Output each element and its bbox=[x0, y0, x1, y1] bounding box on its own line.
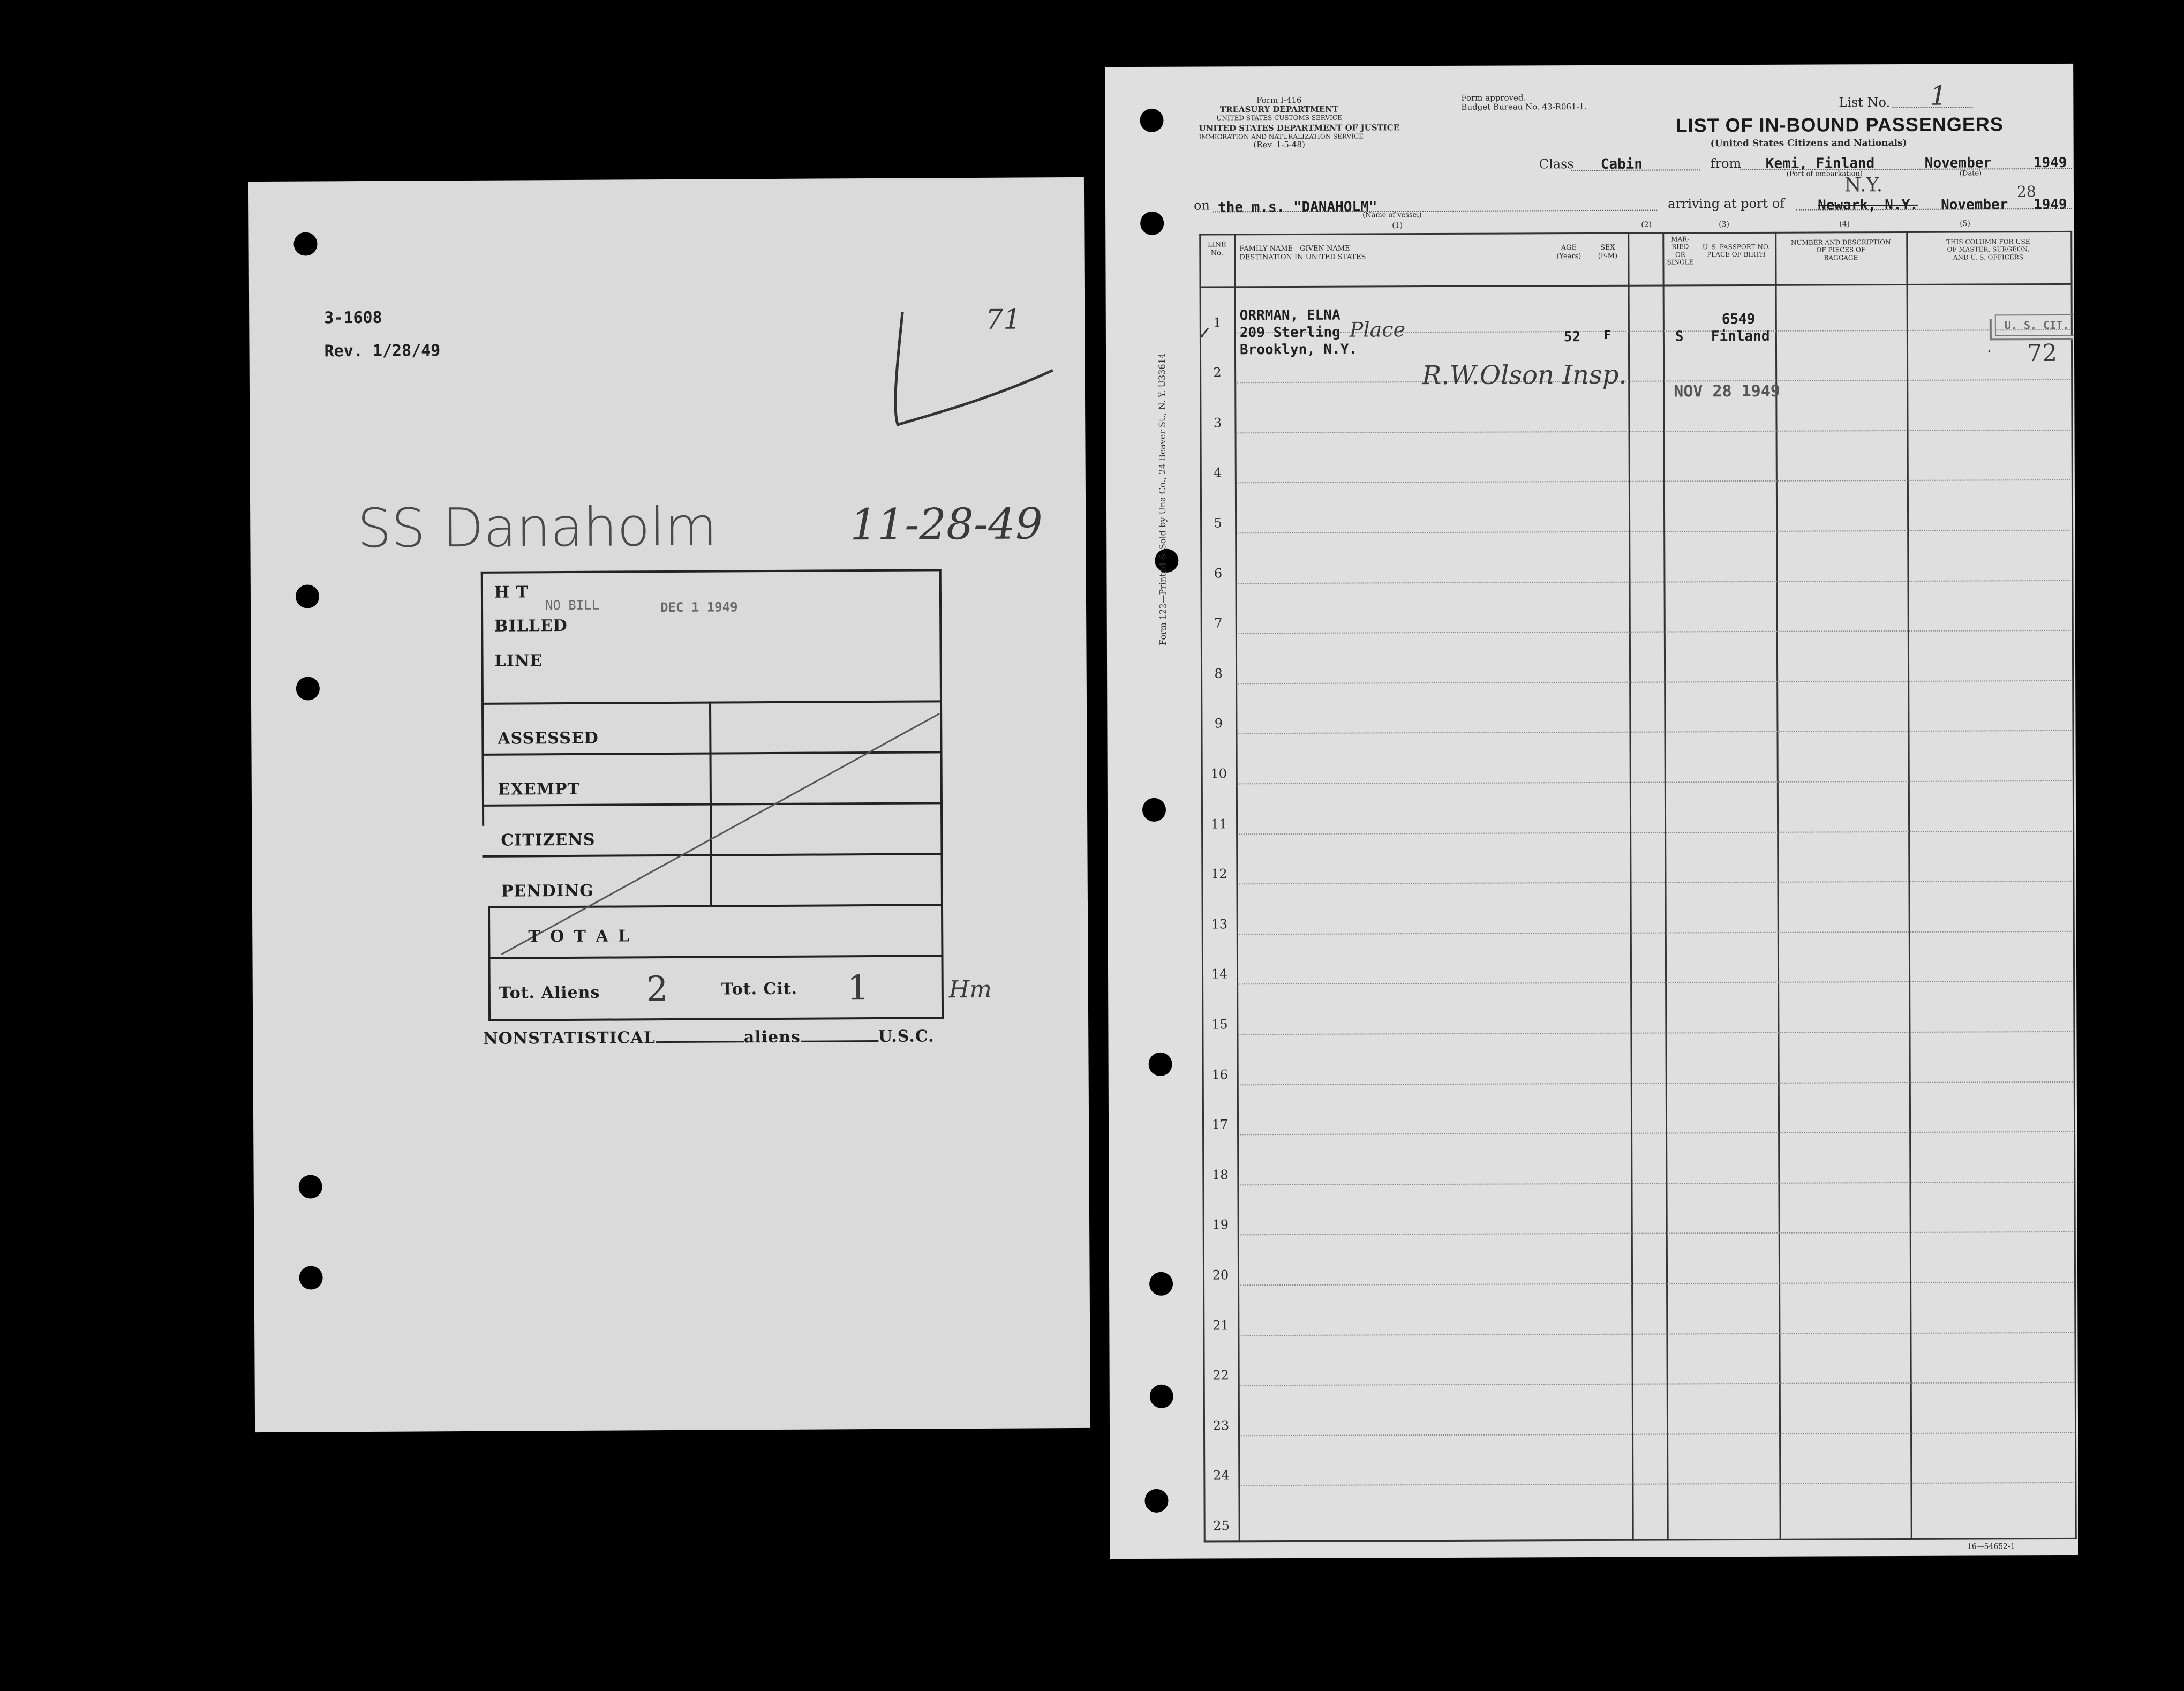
row-number: 11 bbox=[1210, 816, 1227, 832]
punch-hole bbox=[1149, 1053, 1172, 1076]
tot-aliens-label: Tot. Aliens bbox=[499, 983, 600, 1003]
passenger-age: 52 bbox=[1563, 329, 1581, 345]
tally-sheet bbox=[248, 177, 1090, 1432]
tot-aliens-value: 2 bbox=[646, 969, 668, 1010]
arrival-year: 1949 bbox=[2034, 196, 2067, 213]
col-passport: U. S. PASSPORT NO. PLACE OF BIRTH bbox=[1702, 243, 1770, 259]
row-rule bbox=[1238, 530, 2070, 533]
footer-code: 16—54652-1 bbox=[1967, 1542, 2015, 1551]
row-rule bbox=[1240, 1332, 2073, 1335]
row-rule bbox=[1239, 1031, 2072, 1035]
row-rule bbox=[1238, 479, 2070, 483]
row-rule bbox=[1238, 630, 2071, 634]
manifest-sheet bbox=[1105, 64, 2078, 1559]
row-rule bbox=[1237, 379, 2070, 383]
nonstatistical-line bbox=[483, 1027, 934, 1048]
passport-number: 6549 bbox=[1721, 311, 1756, 328]
row-rule bbox=[1240, 1081, 2073, 1085]
passenger-address-handwritten: Place bbox=[1349, 318, 1406, 342]
punch-hole bbox=[1144, 1489, 1168, 1513]
arrival-day-correction: 28 bbox=[2016, 183, 2036, 201]
from-date: November bbox=[1924, 155, 1992, 171]
row-number: 12 bbox=[1211, 866, 1227, 882]
col-number-5: (5) bbox=[1960, 219, 1971, 228]
passenger-sex: F bbox=[1603, 328, 1611, 342]
received-date-stamp: DEC 1 1949 bbox=[660, 599, 738, 615]
tot-cit-label: Tot. Cit. bbox=[721, 979, 798, 999]
arriving-label: arriving at port of bbox=[1667, 196, 1785, 212]
col-number-3: (3) bbox=[1719, 220, 1730, 229]
passenger-marital: S bbox=[1675, 328, 1684, 345]
punch-hole bbox=[299, 1175, 322, 1198]
from-label: from bbox=[1710, 156, 1742, 171]
officer-mark: 72 bbox=[2027, 339, 2058, 367]
col-officers: THIS COLUMN FOR USE OF MASTER, SURGEON, AND U. S. OFFICERS bbox=[1946, 238, 2030, 261]
form-approval: Form approved. Budget Bureau No. 43-R061-1. bbox=[1461, 93, 1587, 112]
row-number: 13 bbox=[1211, 916, 1228, 932]
row-number: 6 bbox=[1214, 565, 1223, 581]
row-rule bbox=[1239, 981, 2072, 984]
row-rule bbox=[1241, 1482, 2074, 1486]
arrival-port: Newark, N.Y. bbox=[1818, 197, 1918, 214]
from-value: Kemi, Finland bbox=[1765, 155, 1875, 172]
arrival-port-correction: N.Y. bbox=[1844, 174, 1883, 197]
header-departments: Form I-416 TREASURY DEPARTMENT UNITED STATES CUSTOMS SERVICE UNITED STATES DEPARTMENT OF JUSTICE IMMIGRATION AND NATURALIZATION SERVICE (Rev. 1-5-48) bbox=[1199, 95, 1400, 150]
birthplace: Finland bbox=[1711, 328, 1770, 345]
row-number: 20 bbox=[1212, 1267, 1229, 1283]
punch-hole bbox=[296, 584, 319, 608]
row-number: 7 bbox=[1214, 615, 1223, 631]
punch-hole bbox=[1150, 1385, 1173, 1408]
row-number: 19 bbox=[1212, 1217, 1229, 1232]
row-number: 1 bbox=[1213, 315, 1222, 330]
vessel-value: the m.s. "DANAHOLM" bbox=[1218, 199, 1377, 216]
punch-hole bbox=[293, 232, 317, 255]
officer-mark-dot: · bbox=[1986, 342, 1992, 360]
row-rule bbox=[1238, 730, 2071, 734]
row-rule bbox=[1239, 780, 2072, 784]
class-value: Cabin bbox=[1600, 156, 1643, 172]
top-right-mark: 71 bbox=[985, 303, 1021, 336]
from-year: 1949 bbox=[2033, 154, 2067, 171]
row-number: 3 bbox=[1213, 415, 1222, 431]
manifest-subtitle: (United States Citizens and Nationals) bbox=[1710, 137, 1907, 149]
passenger-name: ORRMAN, ELNA bbox=[1239, 307, 1340, 324]
row-number: 25 bbox=[1213, 1518, 1230, 1534]
col-number-1: (1) bbox=[1392, 221, 1403, 230]
row-rule bbox=[1238, 680, 2071, 684]
row-rule bbox=[1241, 1432, 2074, 1436]
punch-hole bbox=[1142, 798, 1166, 822]
line-label: LINE bbox=[494, 651, 543, 671]
us-citizen-stamp: U. S. CIT. bbox=[1995, 314, 2078, 336]
row-number: 18 bbox=[1212, 1167, 1229, 1183]
row-rule bbox=[1238, 580, 2071, 583]
revision-date: Rev. 1/28/49 bbox=[324, 341, 441, 361]
arrival-date: November bbox=[1941, 197, 2008, 213]
summary-box bbox=[481, 569, 944, 1021]
no-bill-stamp: NO BILL bbox=[545, 597, 600, 613]
row-number: 15 bbox=[1211, 1017, 1228, 1032]
row-number: 10 bbox=[1210, 766, 1227, 781]
inspection-date-stamp: NOV 28 1949 bbox=[1674, 381, 1781, 401]
col-number-4: (4) bbox=[1839, 220, 1850, 229]
manifest-title: LIST OF IN-BOUND PASSENGERS bbox=[1675, 113, 2004, 137]
exempt-label: EXEMPT bbox=[498, 779, 581, 799]
row-rule bbox=[1239, 830, 2072, 834]
row-rule bbox=[1239, 881, 2072, 884]
punch-hole bbox=[1149, 1272, 1173, 1296]
col-name: FAMILY NAME—GIVEN NAME DESTINATION IN UNITED STATES bbox=[1239, 244, 1366, 261]
class-label: Class bbox=[1539, 156, 1574, 172]
pending-label: PENDING bbox=[501, 881, 594, 901]
punch-hole bbox=[296, 677, 320, 700]
inspector-signature: R.W.Olson Insp. bbox=[1422, 359, 1627, 391]
assessed-label: ASSESSED bbox=[498, 728, 599, 748]
row-rule bbox=[1240, 1231, 2073, 1235]
row-number: 16 bbox=[1211, 1066, 1229, 1083]
col-line-no: LINE No. bbox=[1207, 241, 1226, 258]
nonstatistical-label: NONSTATISTICAL bbox=[483, 1028, 656, 1048]
row-number: 17 bbox=[1211, 1117, 1229, 1132]
handwritten-date: 11-28-49 bbox=[850, 499, 1043, 550]
col-age: AGE (Years) bbox=[1556, 244, 1581, 260]
row-number: 2 bbox=[1213, 365, 1222, 380]
row-number: 24 bbox=[1213, 1468, 1230, 1483]
list-no-value: 1 bbox=[1930, 80, 1947, 111]
billed-label: BILLED bbox=[494, 616, 568, 636]
row-number: 4 bbox=[1214, 465, 1222, 480]
row-rule bbox=[1239, 931, 2072, 935]
check-mark bbox=[886, 303, 1064, 435]
handwritten-vessel-name: SS Danaholm bbox=[357, 495, 718, 560]
usc-label: U.S.C. bbox=[878, 1027, 935, 1046]
row-rule bbox=[1240, 1182, 2073, 1185]
ht-label: H T bbox=[494, 583, 529, 602]
row-number: 5 bbox=[1214, 515, 1222, 531]
passenger-address-line1: 209 Sterling bbox=[1239, 324, 1340, 341]
list-no-label: List No. bbox=[1839, 95, 1891, 110]
aliens-label: aliens bbox=[743, 1027, 801, 1047]
vessel-caption: (Name of vessel) bbox=[1362, 211, 1422, 220]
row-1-tick: ✓ bbox=[1196, 322, 1213, 344]
row-number: 8 bbox=[1214, 666, 1223, 681]
on-label: on bbox=[1193, 198, 1210, 213]
embark-caption: (Port of embarkation) bbox=[1786, 170, 1863, 178]
row-number: 14 bbox=[1211, 966, 1228, 982]
col-married: MAR- RIED OR SINGLE bbox=[1667, 235, 1694, 266]
tot-cit-value: 1 bbox=[847, 968, 869, 1009]
citizens-label: CITIZENS bbox=[501, 830, 596, 850]
printer-imprint: Form 122—Printed & Sold by Una Co., 24 Beaver St., N. Y. U33614 bbox=[1157, 353, 1168, 645]
row-number: 22 bbox=[1213, 1367, 1229, 1383]
col-baggage: NUMBER AND DESCRIPTION OF PIECES OF BAGGAGE bbox=[1790, 238, 1891, 262]
initials: Hm bbox=[948, 975, 992, 1004]
punch-hole bbox=[299, 1266, 322, 1289]
date-caption: (Date) bbox=[1959, 169, 1982, 178]
punch-hole bbox=[1140, 109, 1163, 132]
row-number: 23 bbox=[1213, 1418, 1230, 1433]
row-rule bbox=[1240, 1282, 2073, 1286]
form-number: 3-1608 bbox=[324, 308, 382, 328]
row-number: 21 bbox=[1213, 1317, 1229, 1333]
row-rule bbox=[1238, 430, 2070, 433]
passenger-address-line2: Brooklyn, N.Y. bbox=[1239, 341, 1358, 358]
row-number: 9 bbox=[1214, 716, 1223, 731]
row-rule bbox=[1241, 1382, 2074, 1386]
col-sex: SEX (F-M) bbox=[1598, 243, 1618, 260]
punch-hole bbox=[1140, 212, 1164, 235]
col-number-2: (2) bbox=[1641, 220, 1652, 229]
total-label: T O T A L bbox=[528, 927, 632, 946]
row-rule bbox=[1240, 1131, 2073, 1135]
